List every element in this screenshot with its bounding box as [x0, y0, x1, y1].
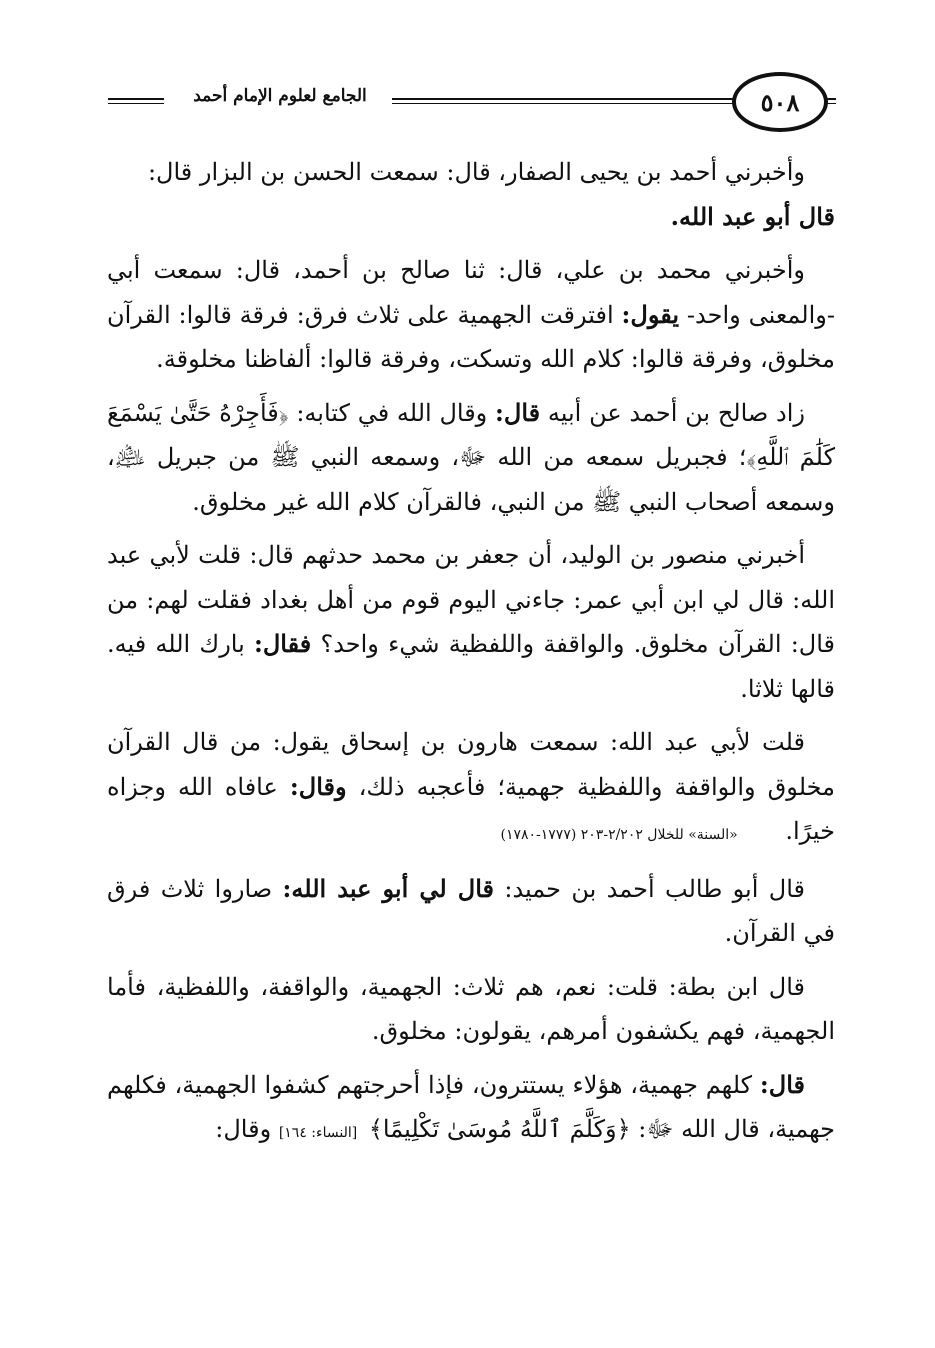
paragraph-4	[107, 533, 835, 711]
header-rule-left	[108, 98, 164, 100]
book-title: الجامع لعلوم الإمام أحمد	[193, 86, 367, 106]
paragraph-text: افترقت الجهمية على ثلاث فرق: فرقة قالوا: القرآن مخلوق، وفرقة قالوا: كلام الله وتسكت، وفرقة قالوا: ألفاظنا مخلوقة.	[107, 300, 835, 373]
paragraph-3	[107, 391, 835, 525]
bold-keyword: فقال:	[254, 629, 312, 658]
page-body	[107, 150, 835, 1165]
bold-keyword: قال:	[759, 1069, 805, 1099]
bold-keyword: وقال:	[289, 771, 347, 801]
paragraph-text: عافاه الله وجزاه خيرًا.	[107, 772, 835, 845]
paragraph-7	[107, 965, 835, 1054]
paragraph-text: بارك الله فيه. قالها ثلاثا.	[107, 630, 835, 703]
paragraph-text: قال ابن بطة: قلت: نعم، هم ثلاث: الجهمية، والواقفة، واللفظية، فأما الجهمية، فهم يكشفون أمرهم، يقولون: مخلوق.	[107, 972, 835, 1045]
page-number: ٥٠٨	[732, 72, 828, 132]
quran-reference: [النساء: ١٦٤]	[278, 1125, 358, 1141]
paragraph-1	[107, 150, 835, 239]
paragraph-2	[107, 248, 835, 382]
paragraph-text: وقال الله في كتابه: ﴿فَأَجِرْهُ حَتَّىٰ يَسْمَعَ كَلَٰمَ ٱللَّهِ﴾؛ فجبريل سمعه من الله ﷻ، وسمعه النبي ﷺ من جبريل ﵇، وسمعه أصحاب النبي ﷺ من النبي، فالقرآن كلام الله غير مخلوق.	[107, 398, 835, 516]
source-citation: «السنة» للخلال ٢/٢٠٢-٢٠٣ (١٧٧٧-١٧٨٠)	[500, 827, 738, 843]
paragraph-6	[107, 867, 835, 956]
paragraph-text: زاد صالح بن أحمد عن أبيه	[547, 398, 805, 427]
header-rule-left-thin	[108, 103, 164, 104]
paragraph-text: قلت لأبي عبد الله: سمعت هارون بن إسحاق يقول: من قال القرآن مخلوق والواقفة واللفظية جهمية؛ فأعجبه ذلك،	[107, 728, 835, 801]
paragraph-text: وأخبرني محمد بن علي، قال: ثنا صالح بن أحمد، قال: سمعت أبي -والمعنى واحد-	[107, 256, 835, 329]
paragraph-text: وقال:	[215, 1115, 272, 1143]
paragraph-text: كلهم جهمية، هؤلاء يستترون، فإذا أحرجتهم كشفوا الجهمية، فكلهم جهمية، قال الله ﷻ: ﴿وَكَلَّمَ ٱللَّهُ مُوسَىٰ تَكْلِيمًا﴾	[107, 1070, 835, 1143]
paragraph-8	[107, 1063, 835, 1156]
bold-keyword: قال لي أبو عبد الله:	[282, 873, 494, 903]
bold-keyword: يقول:	[621, 299, 680, 329]
bold-keyword: قال:	[495, 397, 541, 427]
running-header	[0, 60, 935, 150]
quoted-speaker: قال أبو عبد الله.	[670, 201, 835, 231]
paragraph-text: صاروا ثلاث فرق في القرآن.	[107, 874, 835, 947]
paragraph-text: قال أبو طالب أحمد بن حميد:	[504, 874, 805, 903]
header-rule-middle	[392, 98, 734, 100]
paragraph-text: وأخبرني أحمد بن يحيى الصفار، قال: سمعت الحسن بن البزار قال:	[147, 158, 805, 186]
header-rule-middle-thin	[392, 103, 734, 104]
paragraph-5	[107, 720, 835, 858]
paragraph-text: أخبرني منصور بن الوليد، أن جعفر بن محمد حدثهم قال: قلت لأبي عبد الله: قال لي ابن أبي عمر: جاءني اليوم قوم من أهل بغداد فقلت لهم: من قال: القرآن مخلوق. والواقفة واللفظية شيء واحد؟	[107, 541, 835, 658]
